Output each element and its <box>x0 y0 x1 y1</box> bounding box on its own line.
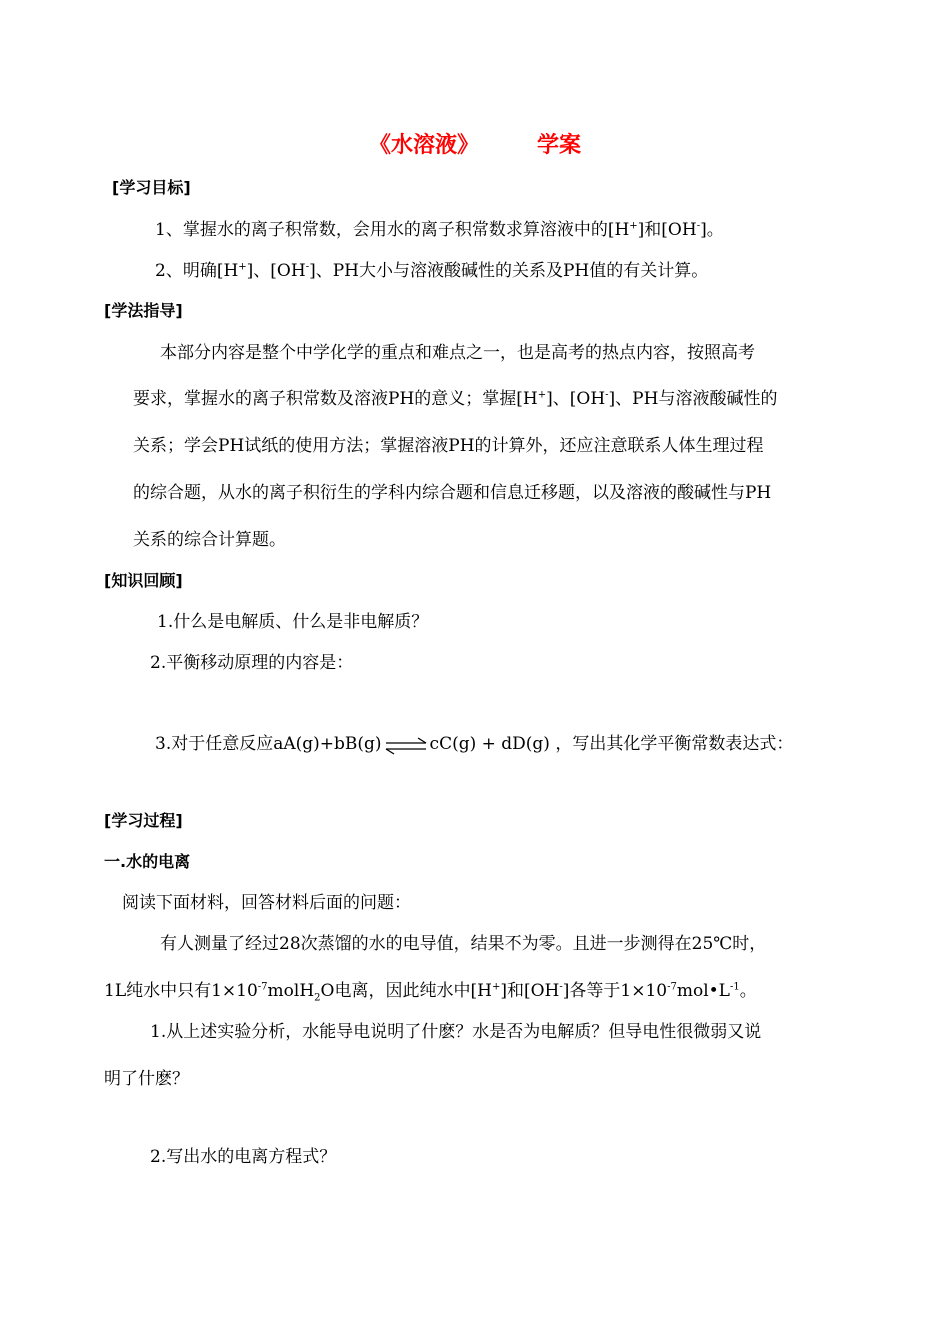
guide-heading: [学法指导] <box>104 301 183 320</box>
objective-item: 2、明确[H+]、[OH-]、PH大小与溶液酸碱性的关系及PH值的有关计算。 <box>155 261 709 281</box>
guide-paragraph-line: 的综合题，从水的离子积衍生的学科内综合题和信息迁移题，以及溶液的酸碱性与PH <box>133 483 772 503</box>
guide-paragraph-line: 关系；学会PH试纸的使用方法；掌握溶液PH的计算外，还应注意联系人体生理过程 <box>133 436 764 456</box>
reading-intro: 阅读下面材料，回答材料后面的问题： <box>122 893 411 913</box>
objectives-heading: [学习目标] <box>112 178 191 197</box>
section-title: 一.水的电离 <box>104 852 191 871</box>
review-question-1: 1.什么是电解质、什么是非电解质？ <box>157 612 429 632</box>
page-title <box>0 132 950 160</box>
title-main: 《水溶液》 <box>368 133 479 158</box>
equilibrium-arrows-icon <box>384 734 428 756</box>
guide-paragraph-line: 本部分内容是整个中学化学的重点和难点之一，也是高考的热点内容，按照高考 <box>160 343 755 363</box>
material-paragraph-line: 有人测量了经过28次蒸馏的水的电导值，结果不为零。且进一步测得在25℃时， <box>160 934 767 954</box>
review-question-3: 3.对于任意反应aA(g)+bB(g) cC(g) + dD(g) ，写出其化学平衡常数表达式： <box>155 734 794 754</box>
objective-item: 1、掌握水的离子积常数，会用水的离子积常数求算溶液中的[H+]和[OH-]。 <box>155 220 724 240</box>
guide-paragraph-line: 关系的综合计算题。 <box>133 530 286 550</box>
process-question-2: 2.写出水的电离方程式？ <box>150 1147 337 1167</box>
process-question-1-cont: 明了什麽？ <box>104 1069 189 1089</box>
guide-paragraph-line: 要求，掌握水的离子积常数及溶液PH的意义；掌握[H+]、[OH-]、PH与溶液酸碱性的 <box>133 389 778 409</box>
review-question-2: 2.平衡移动原理的内容是： <box>150 653 354 673</box>
process-question-1: 1.从上述实验分析，水能导电说明了什麽？水是否为电解质？但导电性很微弱又说 <box>150 1022 762 1042</box>
review-heading: [知识回顾] <box>104 571 183 590</box>
title-suffix: 学案 <box>537 133 582 158</box>
process-heading: [学习过程] <box>104 811 183 830</box>
material-paragraph-line: 1L纯水中只有$1\times 10^{-7}molH_2O$电离，因此纯水中[H+]和[OH-]各等于$1\times 10^{-7}mol•L^{-1}$。 <box>104 981 757 1004</box>
